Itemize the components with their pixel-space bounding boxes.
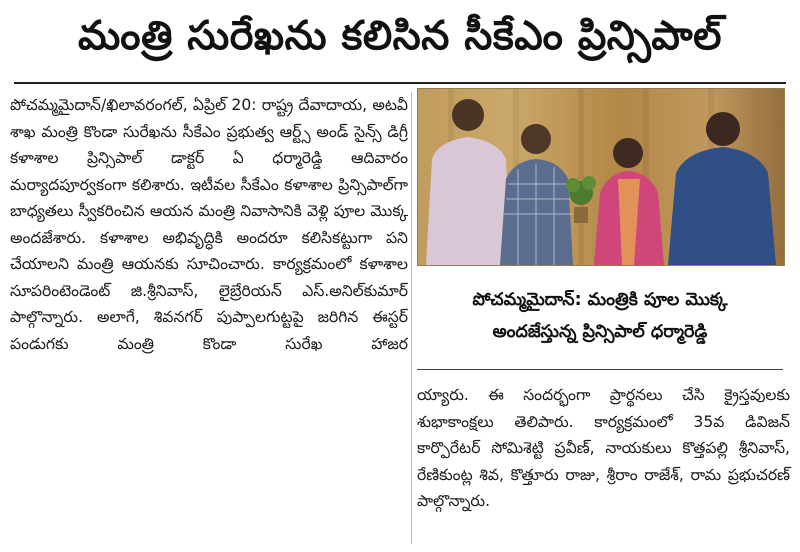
article-body-left: పోచమ్మమైదాన్/ఖిలావరంగల్, ఏప్రిల్ 20: రాష్ట్ర దేవాదాయ, అటవీ శాఖ మంత్రి కొండా సురేఖను సీకేఎం ప్రభుత్వ ఆర్ట్స్ అండ్ సైన్స్ డిగ్రీ కళాశాల ప్రిన్సిపాల్ డాక్టర్ ఏ ధర్మారెడ్డి ఆదివారం మర్యాదపూర్వకంగా కలిశారు. ఇటీవల సీకేఎం కళాశాల ప్రిన్సిపాల్‌గా బాధ్యతలు స్వీకరించిన ఆయన మంత్రి నివాసానికి వెళ్లి పూల మొక్క అందజేశారు. కళాశాల అభివృద్ధికి అందరూ కలిసికట్టుగా పని చేయాలని మంత్రి ఆయనకు సూచించారు. కార్యక్రమంలో కళాశాల సూపరింటెండెంట్ జి.శ్రీనివాస్, లైబ్రేరియన్ ఎస్.అనిల్‌కుమార్ పాల్గొన్నారు. అలాగే, శివనగర్ పుప్పాలగుట్టపై జరిగిన ఈస్టర్ పండుగకు మంత్రి కొండా సురేఖ హాజర — [10, 96, 408, 353]
headline: మంత్రి సురేఖను కలిసిన సీకేఎం ప్రిన్సిపాల్ — [77, 13, 723, 59]
news-photo — [417, 88, 785, 266]
article-column-left — [10, 92, 408, 357]
caption-separator — [417, 369, 783, 370]
article-column-right — [417, 382, 790, 515]
headline-rule — [14, 82, 786, 84]
caption-line-1: పోచమ్మమైదాన్: మంత్రికి పూల మొక్క — [472, 290, 728, 310]
column-divider — [411, 92, 412, 544]
photo-caption — [417, 268, 783, 364]
caption-line-2: అందజేస్తున్న ప్రిన్సిపాల్ ధర్మారెడ్డి — [492, 322, 708, 342]
article-body-right: య్యారు. ఈ సందర్భంగా ప్రార్థనలు చేసి క్రైస్తవులకు శుభాకాంక్షలు తెలిపారు. కార్యక్రమంలో 35వ డివిజన్ కార్పొరేటర్ సోమిశెట్టి ప్రవీణ్, నాయకులు కొత్తపల్లి శ్రీనివాస్, రేణికుంట్ల శివ, కొత్తూరు రాజు, శ్రీరాం రాజేశ్, రామ ప్రభుచరణ్ పాల్గొన్నారు. — [417, 386, 790, 510]
